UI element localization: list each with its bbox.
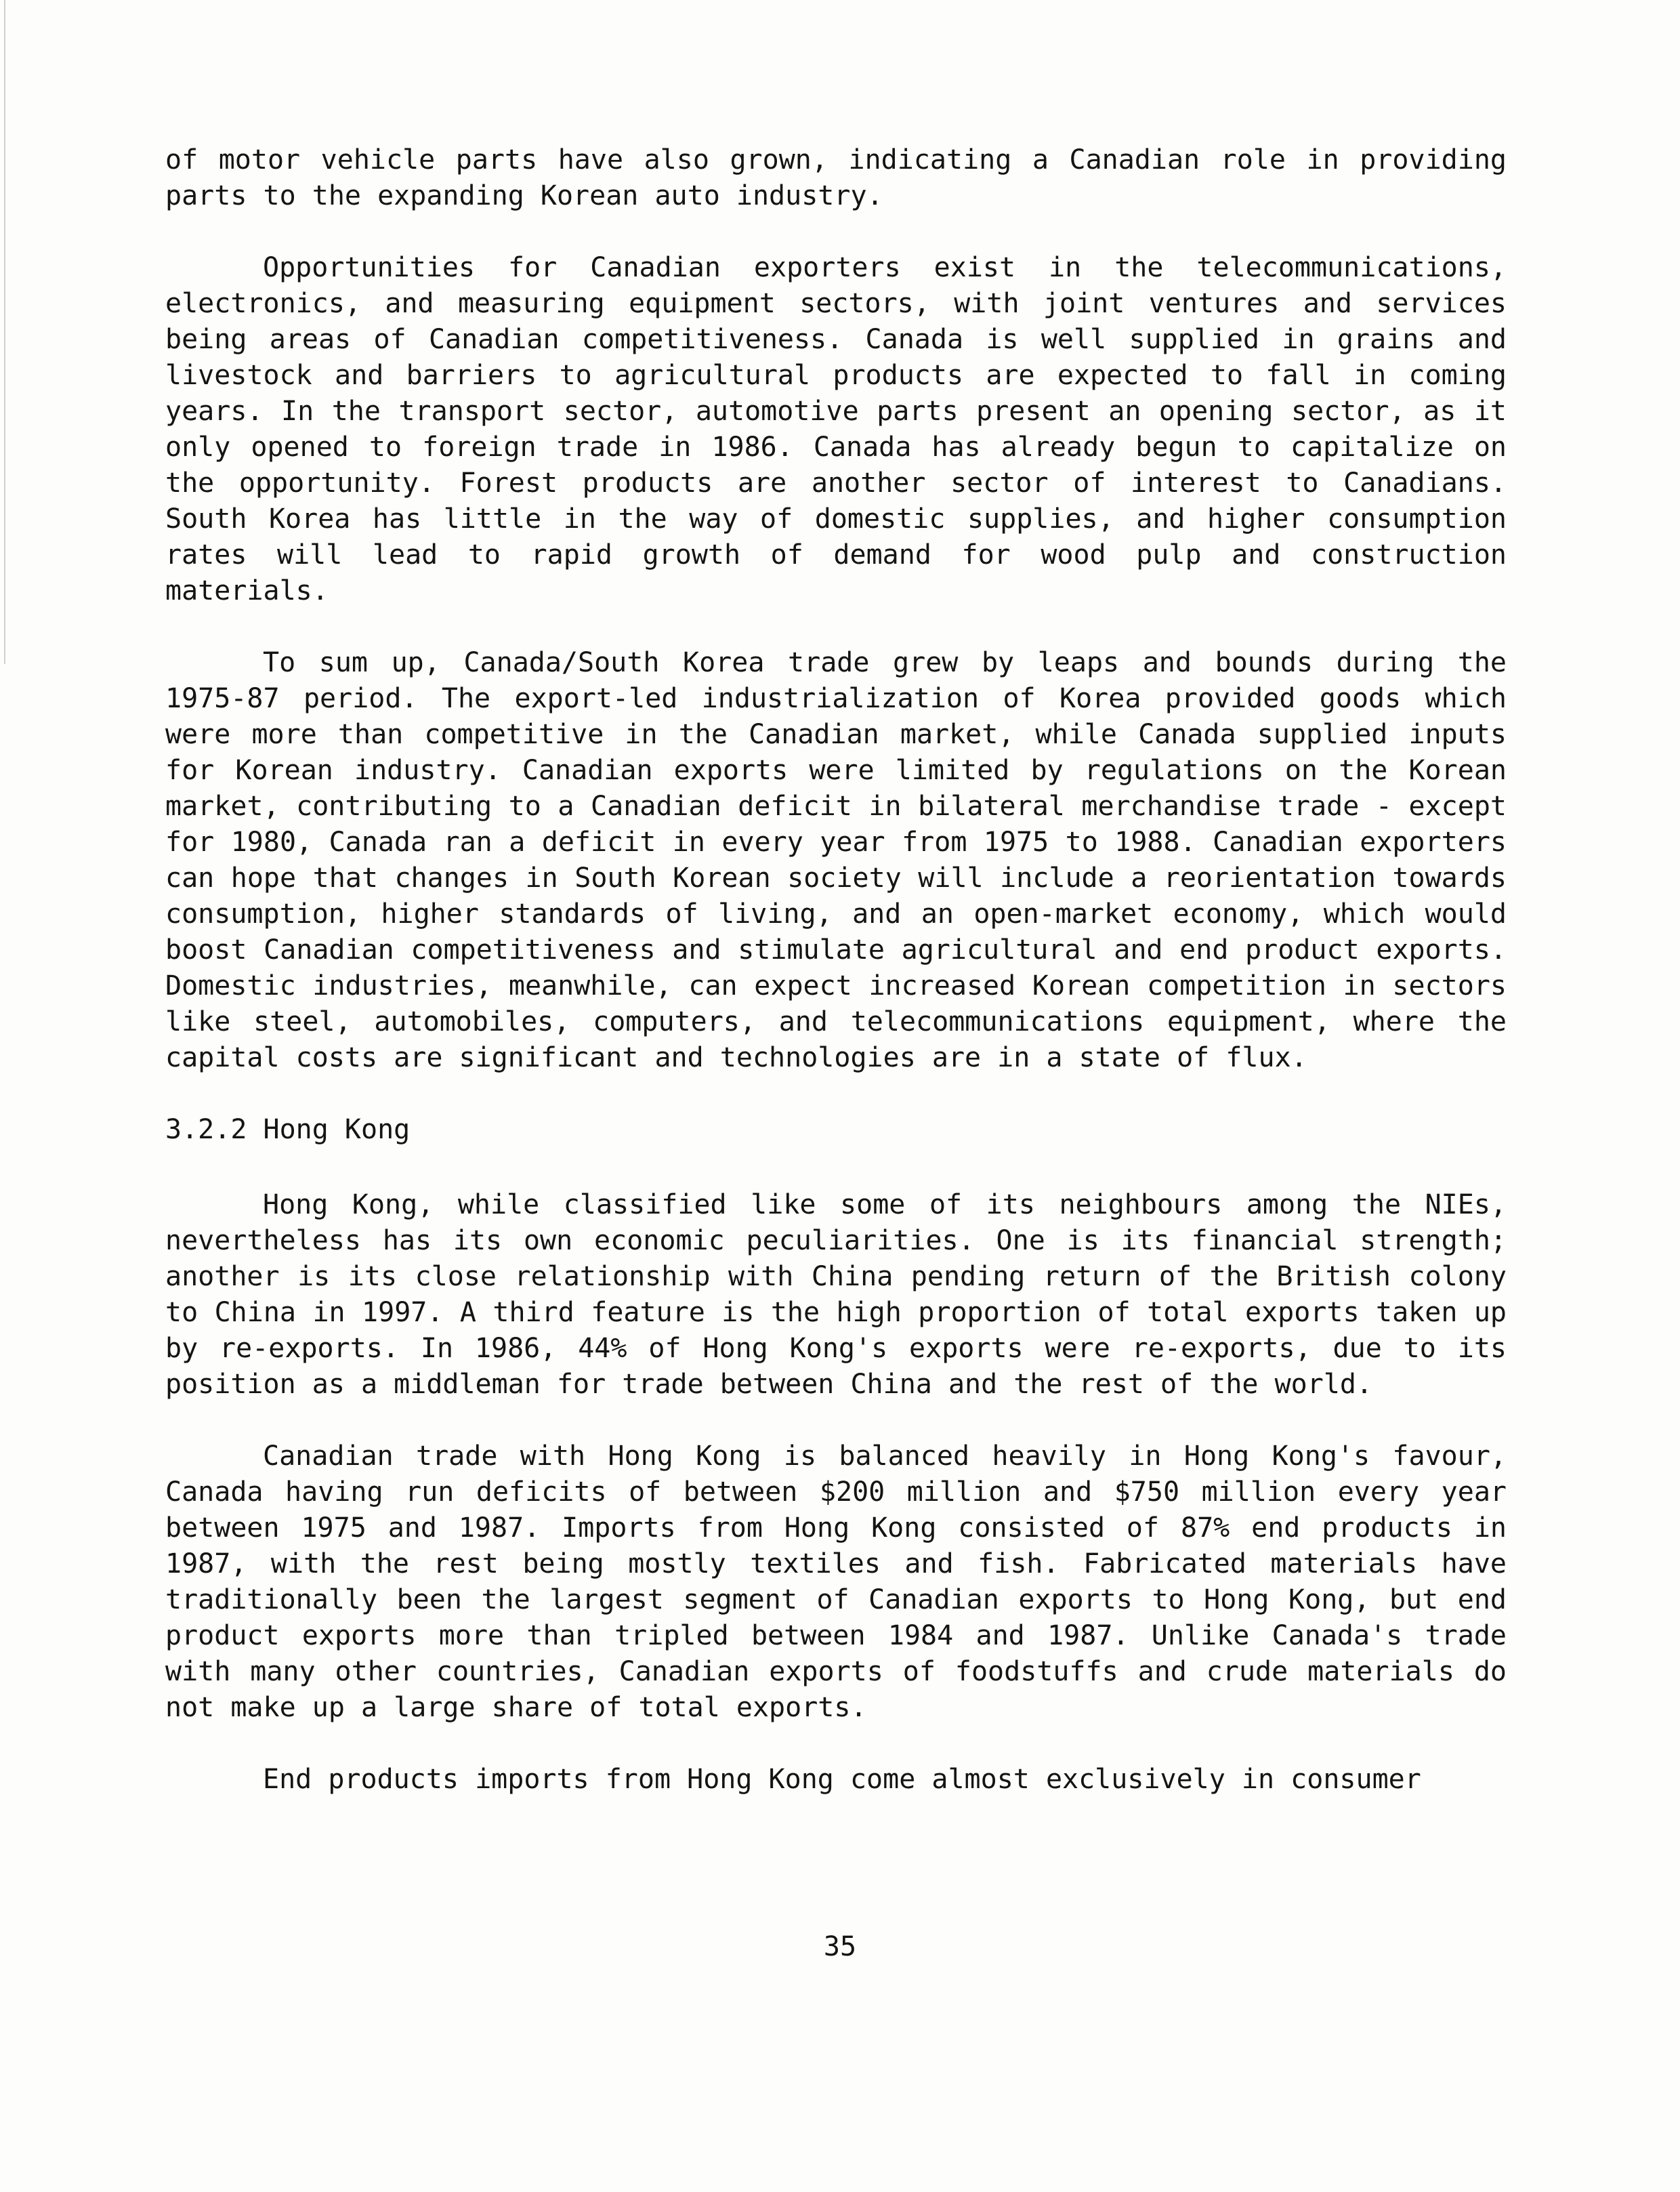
paragraph-hong-kong-overview: Hong Kong, while classified like some of its neighbours among the NIEs, nevertheless has its own economic peculiarities. One is its financial strength; another is its close relationship with China pending return of the British colony to China in 1997. A third feature is the high proportion of total exports taken up by re-exports. In 1986, 44% of Hong Kong's exports were re-exports, due to its position as a middleman for trade between China and the rest of the world. — [165, 1189, 1507, 1400]
scan-edge-line — [4, 0, 5, 664]
section-heading-hong-kong: 3.2.2 Hong Kong — [165, 1114, 411, 1145]
paragraph-korea-summary: To sum up, Canada/South Korea trade grew by leaps and bounds during the 1975-87 period. The export-led industrialization of Korea provided goods which were more than competitive in the Canadian market, while Canada supplied inputs for Korean industry. Canadian exports were limited by regulations on the Korean market, contributing to a Canadian deficit in bilateral merchandise trade - except for 1980, Canada ran a deficit in every year from 1975 to 1988. Canadian exporters can hope that changes in South Korean society will include a reorientation towards consumption, higher standards of living, and an open-market economy, which would boost Canadian competitiveness and stimulate agricultural and end product exports. Domestic industries, meanwhile, can expect increased Korean competition in sectors like steel, automobiles, computers, and telecommunications equipment, where the capital costs are significant and technologies are in a state of flux. — [165, 647, 1507, 1073]
paragraph-export-opportunities: Opportunities for Canadian exporters exist in the telecommunications, electronics, and measuring equipment sectors, with joint ventures and services being areas of Canadian competitiveness. Canada is well supplied in grains and livestock and barriers to agricultural products are expected to fall in coming years. In the transport sector, automotive parts present an opening sector, as it only opened to foreign trade in 1986. Canada has already begun to capitalize on the opportunity. Forest products are another sector of interest to Canadians. South Korea has little in the way of domestic supplies, and higher consumption rates will lead to rapid growth of demand for wood pulp and construction materials. — [165, 252, 1507, 606]
paragraph-hong-kong-trade: Canadian trade with Hong Kong is balanced heavily in Hong Kong's favour, Canada having run deficits of between $200 million and $750 million every year between 1975 and 1987. Imports from Hong Kong consisted of 87% end products in 1987, with the rest being mostly textiles and fish. Fabricated materials have traditionally been the largest segment of Canadian exports to Hong Kong, but end product exports more than tripled between 1984 and 1987. Unlike Canada's trade with many other countries, Canadian exports of foodstuffs and crude materials do not make up a large share of total exports. — [165, 1441, 1507, 1723]
paragraph-end-products: End products imports from Hong Kong come almost exclusively in consumer — [263, 1764, 1421, 1795]
paragraph-motor-vehicle-parts: of motor vehicle parts have also grown, indicating a Canadian role in providing parts to the expanding Korean auto industry. — [165, 144, 1507, 211]
page-number: 35 — [823, 1931, 857, 1962]
page-body — [165, 142, 1507, 1834]
